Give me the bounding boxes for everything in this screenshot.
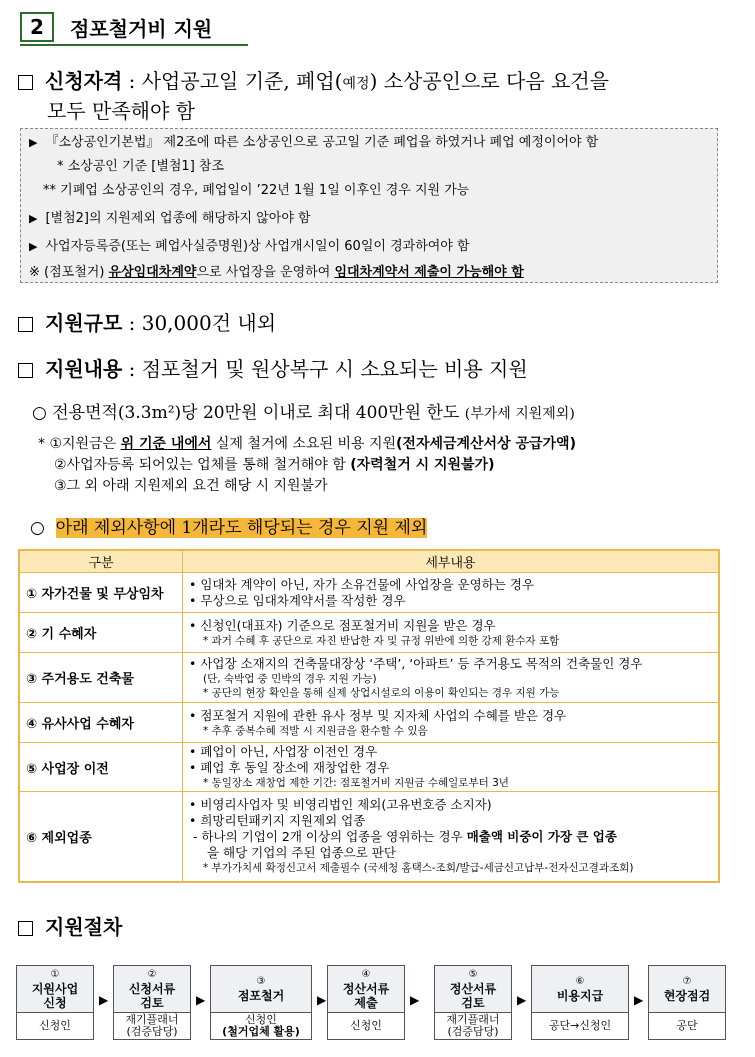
detail-cell: [183, 792, 720, 882]
step-owner: 신청인 (철거업체 활용): [222, 1013, 300, 1038]
detail-note: * 부가가치세 확정신고서 제출필수 (국세청 홈택스-조회/발급-세금신고납부-전자신고결과조회): [203, 862, 634, 875]
detail-note: (단, 숙박업 중 민박의 경우 지원 가능): [203, 672, 377, 685]
procedure-label: 지원절차: [45, 915, 123, 939]
step-owner: 공단: [676, 1019, 698, 1032]
bullet-dot-icon: •: [189, 760, 201, 775]
bullet-dot-icon: •: [189, 655, 201, 671]
bullet-dot-icon: •: [189, 797, 201, 813]
detail-bullet: • 신청인(대표자) 기준으로 점포철거비 지원을 받은 경우: [189, 617, 496, 633]
procedure-step: [210, 965, 312, 1040]
flow-arrow-icon: ▶: [196, 993, 206, 1007]
scale-section: [18, 308, 276, 338]
detail-note: * 추후 중복수혜 적발 시 지원금을 환수할 수 있음: [203, 724, 428, 737]
step-title: ⑦ 현장점검: [649, 966, 725, 1013]
detail-bullet: • 폐업 후 동일 장소에 재창업한 경우: [189, 760, 390, 775]
procedure-step: [113, 965, 191, 1040]
table-header-cell: 세부내용: [183, 550, 720, 573]
eligibility-line2: 모두 만족해야 함: [47, 99, 195, 123]
table-row: [19, 653, 719, 703]
step-title: ⑤ 정산서류 검토: [435, 966, 511, 1013]
triangle-bullet-icon: ▶: [29, 136, 38, 149]
bullet-dot-icon: •: [189, 744, 201, 759]
section-header: [20, 10, 212, 44]
eligibility-text-a: : 사업공고일 기준, 폐업(: [122, 69, 343, 93]
table-row: [19, 743, 719, 792]
category-cell: ④ 유사사업 수혜자: [19, 703, 183, 743]
detail-cell: [183, 573, 720, 613]
flow-arrow-icon: ▶: [517, 993, 527, 1007]
flow-arrow-icon: ▶: [410, 993, 420, 1007]
step-owner: 신청인: [350, 1019, 382, 1032]
checkbox-square-icon: [18, 317, 33, 332]
detail-bullet: • 무상으로 임대차계약서를 작성한 경우: [189, 592, 406, 608]
table-row: [19, 573, 719, 613]
step-owner: 신청인: [39, 1019, 71, 1032]
content-section: [18, 354, 528, 384]
requirement-item: ▶ [별첨2]의 지원제외 업종에 해당하지 않아야 함: [29, 211, 311, 226]
category-cell: ① 자가건물 및 무상임차: [19, 573, 183, 613]
header-underline: [20, 44, 248, 46]
content-notes: [38, 434, 576, 497]
content-text: : 점포철거 및 원상복구 시 소요되는 비용 지원: [122, 357, 528, 381]
procedure-step: [648, 965, 726, 1040]
section-number: 2: [20, 12, 54, 42]
detail-bullet: • 점포철거 지원에 관한 유사 정부 및 지자체 사업의 수혜를 받은 경우: [189, 707, 567, 723]
step-owner: 재기플래너 (검증담당): [446, 1013, 500, 1038]
detail-bullet: • 희망리턴패키지 지원제외 업종: [189, 813, 366, 829]
table-header-cell: 구분: [19, 550, 183, 573]
table-row: [19, 703, 719, 743]
requirement-note: ** 기폐업 소상공인의 경우, 폐업일이 ’22년 1월 1일 이후인 경우 지원 가능: [43, 183, 470, 198]
checkbox-square-icon: [18, 363, 33, 378]
step-owner: 재기플래너 (검증담당): [125, 1013, 179, 1038]
procedure-flow: [16, 965, 738, 1040]
step-title: ① 지원사업 신청: [17, 966, 93, 1013]
detail-bullet: • 임대차 계약이 아닌, 자가 소유건물에 사업장을 운영하는 경우: [189, 576, 535, 592]
bullet-dot-icon: •: [189, 592, 201, 608]
flow-arrow-icon: ▶: [99, 993, 109, 1007]
flow-arrow-icon: ▶: [317, 993, 327, 1007]
category-cell: ③ 주거용도 건축물: [19, 653, 183, 703]
detail-cell: [183, 653, 720, 703]
bullet-dot-icon: •: [189, 813, 201, 829]
detail-note: * 공단의 현장 확인을 통해 실제 상업시설로의 이용이 확인되는 경우 지원 가능: [203, 686, 560, 699]
content-note-2: ②사업자등록 되어있는 업체를 통해 철거해야 함 (자력철거 시 지원불가): [54, 457, 495, 473]
step-title: ③ 점포철거: [211, 966, 311, 1013]
content-note-1: * ①지원금은 위 기준 내에서 실제 철거에 소요된 비용 지원(전자세금계산서상 공급가액): [38, 436, 576, 452]
eligibility-label: 신청자격: [45, 69, 123, 93]
eligibility-text-b: 예정: [342, 76, 370, 92]
procedure-step: [16, 965, 94, 1040]
step-title: ④ 정산서류 제출: [328, 966, 404, 1013]
eligibility-text-c: ) 소상공인으로 다음 요건을: [369, 69, 609, 93]
detail-bullet: • 폐업이 아닌, 사업장 이전인 경우: [189, 744, 378, 759]
requirement-item: ▶ 사업자등록증(또는 폐업사실증명원)상 사업개시일이 60일이 경과하여야 함: [29, 239, 470, 254]
procedure-step: [434, 965, 512, 1040]
triangle-bullet-icon: ▶: [29, 212, 38, 225]
step-title: ⑥ 비용지급: [532, 966, 628, 1013]
checkbox-square-icon: [18, 921, 33, 936]
detail-bullet: • 비영리사업자 및 비영리법인 제외(고유번호증 소지자): [189, 797, 492, 813]
requirement-item: ▶ 『소상공인기본법』 제2조에 따른 소상공인으로 공고일 기준 폐업을 하였거나 폐업 예정이어야 함: [29, 135, 599, 150]
detail-cell: [183, 703, 720, 743]
procedure-step: [327, 965, 405, 1040]
step-title: ② 신청서류 검토: [114, 966, 190, 1013]
bullet-dot-icon: •: [189, 617, 201, 633]
bullet-dot-icon: •: [189, 707, 201, 723]
category-cell: ② 기 수혜자: [19, 613, 183, 653]
exclusion-heading: ○ 아래 제외사항에 1개라도 해당되는 경우 지원 제외: [30, 518, 428, 538]
section-title: 점포철거비 지원: [70, 16, 213, 41]
triangle-bullet-icon: ▶: [29, 240, 38, 253]
procedure-step: [531, 965, 629, 1040]
detail-note: * 과거 수혜 후 공단으로 자진 반납한 자 및 규정 위반에 의한 강제 환수자 포함: [203, 634, 560, 647]
scale-label: 지원규모: [45, 311, 123, 335]
table-header-row: [19, 550, 719, 573]
category-cell: ⑥ 제외업종: [19, 792, 183, 882]
step-owner: 공단→신청인: [548, 1019, 612, 1032]
table-row: [19, 613, 719, 653]
category-cell: ⑤ 사업장 이전: [19, 743, 183, 792]
requirement-notice: ※ (점포철거) 유상임대차계약으로 사업장을 운영하여 임대차계약서 제출이 가능해야 함: [29, 265, 524, 280]
content-note-3: ③그 외 아래 지원제외 요건 해당 시 지원불가: [54, 478, 328, 494]
content-label: 지원내용: [45, 357, 123, 381]
procedure-section: [18, 912, 122, 942]
detail-continuation: 을 해당 기업의 주된 업종으로 판단: [207, 845, 396, 861]
detail-cell: [183, 743, 720, 792]
detail-cell: [183, 613, 720, 653]
eligibility-requirements-box: [20, 128, 718, 283]
exclusion-table: [18, 549, 720, 883]
bullet-dot-icon: •: [189, 576, 201, 592]
scale-text: : 30,000건 내외: [122, 311, 277, 335]
detail-dash: - 하나의 기업이 2개 이상의 업종을 영위하는 경우 매출액 비중이 가장 큰 업종: [193, 829, 617, 845]
circle-bullet-icon: ○: [30, 518, 45, 538]
detail-bullet: • 사업장 소재지의 건축물대장상 ‘주택’, ‘아파트’ 등 주거용도 목적의 건축물인 경우: [189, 655, 643, 671]
content-bullet: ○ 전용면적(3.3m²)당 20만원 이내로 최대 400만원 한도 (부가세 지원제외): [32, 403, 575, 423]
flow-arrow-icon: ▶: [634, 993, 644, 1007]
table-row: [19, 792, 719, 882]
detail-note: * 동일장소 재창업 제한 기간: 점포철거비 지원금 수혜일로부터 3년: [203, 777, 509, 789]
requirement-note: * 소상공인 기준 [별첨1] 참조: [57, 159, 225, 174]
eligibility-section: [18, 66, 609, 99]
checkbox-square-icon: [18, 75, 33, 90]
